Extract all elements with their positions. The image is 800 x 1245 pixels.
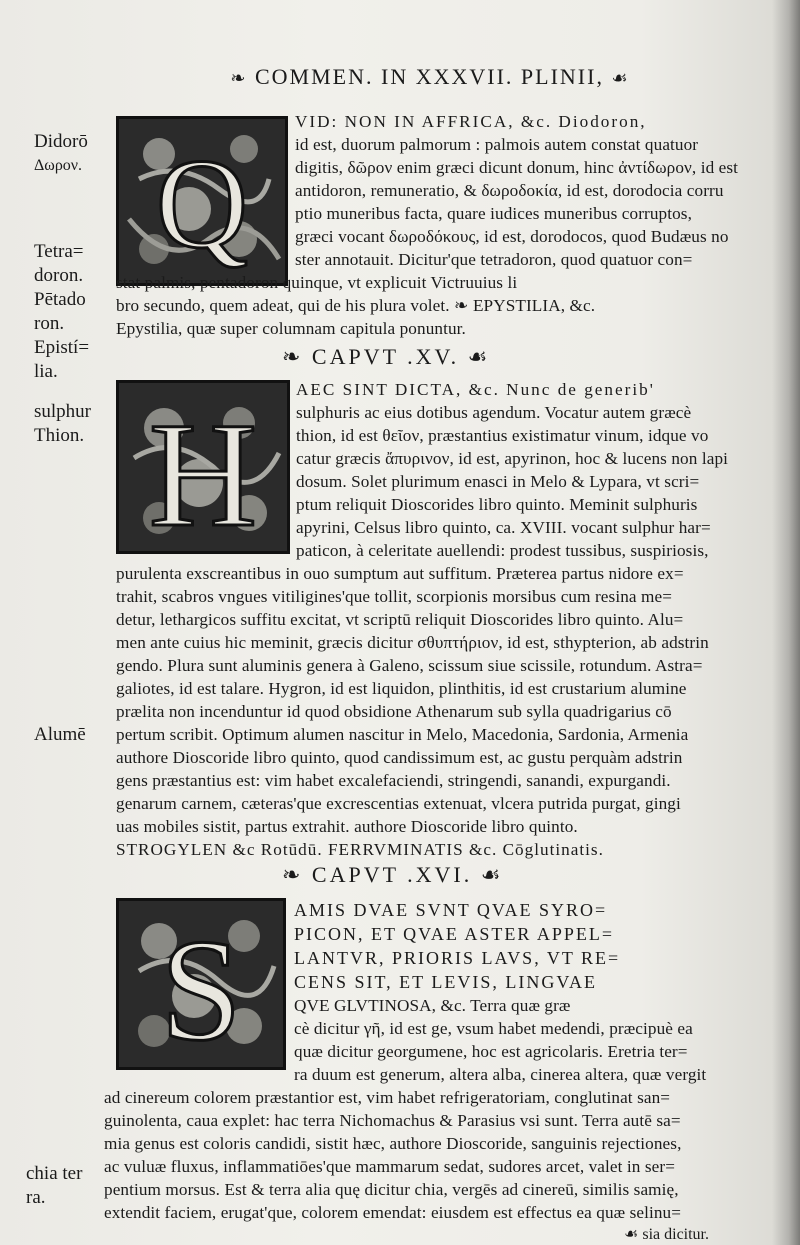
footer-ornament: ☙ bbox=[624, 1226, 639, 1243]
text-line: genarum carnem, cæteras'que excrescentias extenuat, vlcera putrida purgat, gingi bbox=[116, 794, 681, 813]
text-line: prælita non incenduntur id quod obsidione Athenarum sub sylla quadrigarius cō bbox=[116, 702, 672, 721]
text-line: cè dicitur γῆ, id est ge, vsum habet medendi, præcipuè ea bbox=[294, 1019, 693, 1038]
page-gutter-shadow bbox=[772, 0, 800, 1245]
text-line: LANTVR, PRIORIS LAVS, VT RE= bbox=[294, 948, 621, 968]
text-line: ad cinereum colorem præstantior est, vim habet refrigeratoriam, conglutinat san= bbox=[104, 1088, 671, 1107]
text-line: apyrini, Celsus libro quinto, ca. XVIII. vocant sulphur har= bbox=[296, 518, 711, 537]
margin-note: Didorō bbox=[34, 131, 88, 152]
catchword: sia dicitur. bbox=[642, 1226, 709, 1243]
text-line: thion, id est θεῖον, præstantius existimatur vinum, idque vo bbox=[296, 426, 709, 445]
text-line: pertum scribit. Optimum alumen nascitur in Melo, Macedonia, Sardonia, Armenia bbox=[116, 725, 689, 744]
initial-letter: Q bbox=[155, 133, 249, 275]
text-line: extendit faciem, erugat'que, colorem emendat: eiusdem est effectus ea quæ selinu= bbox=[104, 1203, 682, 1222]
header-title: COMMEN. IN XXXVII. PLINII, bbox=[254, 64, 604, 89]
text-line: sulphuris ac eius dotibus agendum. Vocatur autem græcè bbox=[296, 403, 692, 422]
text-line: AEC SINT DICTA, &c. Nunc de generib' bbox=[296, 380, 655, 399]
text-line: ra duum est generum, altera alba, cinerea altera, quæ vergit bbox=[294, 1065, 707, 1084]
text-line: antidoron, remuneratio, & δωροδοκία, id est, dorodocia corru bbox=[295, 181, 724, 200]
decorated-initial-s bbox=[116, 898, 286, 1070]
text-line: ptio muneribus facta, quare iudices muneribus corruptos, bbox=[295, 204, 692, 223]
chapter-heading-xvi: ❧ CAPVT .XVI. ☙ bbox=[282, 862, 504, 887]
text-line: gendo. Plura sunt aluminis genera à Galeno, scissum siue scissile, rotundum. Astra= bbox=[116, 656, 703, 675]
text-line: digitis, δῶρον enim græci dicunt donum, hinc ἀντίδωρον, id est bbox=[295, 158, 739, 177]
text-line: PICON, ET QVAE ASTER APPEL= bbox=[294, 924, 615, 944]
margin-note: sulphur bbox=[34, 401, 91, 422]
margin-note: ra. bbox=[26, 1187, 46, 1208]
margin-note: doron. bbox=[34, 265, 84, 286]
chapter-heading-xv: ❧ CAPVT .XV. ☙ bbox=[282, 344, 491, 369]
header-right-ornament: ☙ bbox=[611, 68, 630, 88]
text-line: quæ dicitur georgumene, hoc est agricolaris. Eretria ter= bbox=[294, 1042, 688, 1061]
decorated-initial-q bbox=[116, 116, 288, 286]
text-line: ac vuluæ fluxus, inflammatiōes'que mammarum sedat, sudores arcet, valet in ser= bbox=[104, 1157, 676, 1176]
text-line: authore Dioscoride libro quinto, quod candissimum est, ac gustu perquàm adstrin bbox=[116, 748, 683, 767]
margin-note: Pētado bbox=[34, 289, 86, 310]
margin-note: Tetra= bbox=[34, 241, 84, 262]
text-line: AMIS DVAE SVNT QVAE SYRO= bbox=[294, 900, 608, 920]
text-line: purulenta exscreantibus in ouo sumptum aut suffitum. Præterea partus nidore ex= bbox=[116, 564, 684, 583]
text-line: uas mobiles sistit, partus extrahit. authore Dioscoride libro quinto. bbox=[116, 817, 578, 836]
text-line: stat palmis, pentadoron quinque, vt explicuit Victruuius li bbox=[116, 273, 518, 292]
text-line: galiotes, id est talare. Hygron, id est liquidon, plinthitis, id est crustarium alumine bbox=[116, 679, 687, 698]
text-line: paticon, à celeritate auellendi: prodest tussibus, suspiriosis, bbox=[296, 541, 709, 560]
initial-letter: H bbox=[148, 392, 258, 551]
margin-note: lia. bbox=[34, 361, 58, 382]
text-line: mia genus est coloris candidi, sistit hæc, authore Dioscoride, sanguinis rejectiones, bbox=[104, 1134, 682, 1153]
text-line: detur, lethargicos suffitu excitat, vt scriptū reliquit Dioscorides libro quinto. Alu= bbox=[116, 610, 684, 629]
text-line: ster annotauit. Dicitur'que tetradoron, quod quatuor con= bbox=[295, 250, 693, 269]
text-line: Epystilia, quæ super columnam capitula ponuntur. bbox=[116, 319, 466, 338]
text-line: catur græcis ἄπυρινον, id est, apyrinon, hoc & lucens non lapi bbox=[296, 449, 729, 468]
margin-note: chia ter bbox=[26, 1163, 83, 1184]
text-line: bro secundo, quem adeat, qui de his plura volet. ❧ EPYSTILIA, &c. bbox=[116, 296, 596, 315]
text-line: guinolenta, caua explet: hac terra Nichomachus & Parasius vsi sunt. Terra autē sa= bbox=[104, 1111, 681, 1130]
running-header bbox=[140, 64, 720, 90]
margin-note: ron. bbox=[34, 313, 65, 334]
text-line: trahit, scabros vngues vitiligines'que tollit, scorpionis morsibus cum resina me= bbox=[116, 587, 673, 606]
text-line: CENS SIT, ET LEVIS, LINGVAE bbox=[294, 972, 597, 992]
text-line: græci vocant δωροδόκους, id est, dorodocos, quod Budæus no bbox=[295, 227, 729, 246]
text-line: QVE GLVTINOSA, &c. Terra quæ græ bbox=[294, 996, 571, 1015]
text-line: gens præstantius est: vim habet excalefaciendi, stringendi, sanandi, expurgandi. bbox=[116, 771, 671, 790]
text-line: dosum. Solet plurimum enasci in Melo & Lypara, vt scri= bbox=[296, 472, 700, 491]
header-left-ornament: ❧ bbox=[230, 68, 248, 88]
text-line: ptum reliquit Dioscorides libro quinto. Meminit sulphuris bbox=[296, 495, 698, 514]
margin-note: Alumē bbox=[34, 724, 86, 745]
text-line: VID: NON IN AFFRICA, &c. Diodoron, bbox=[295, 112, 647, 131]
margin-note: Epistí= bbox=[34, 337, 90, 358]
footer bbox=[624, 1224, 709, 1244]
margin-note: Thion. bbox=[34, 425, 85, 446]
decorated-initial-h bbox=[116, 380, 290, 554]
text-line: men ante cuius hic meminit, græcis dicitur σθυπτήριον, id est, sthypterion, ab adstrin bbox=[116, 633, 709, 652]
text-line: pentium morsus. Est & terra alia quę dicitur chia, vergēs ad cinereū, similis samię, bbox=[104, 1180, 679, 1199]
text-line: id est, duorum palmorum : palmois autem constat quatuor bbox=[295, 135, 699, 154]
margin-note: Δωρον. bbox=[34, 157, 83, 174]
initial-letter: S bbox=[160, 909, 242, 1067]
text-line: STROGYLEN &c Rotūdū. FERRVMINATIS &c. Cōglutinatis. bbox=[116, 840, 604, 859]
